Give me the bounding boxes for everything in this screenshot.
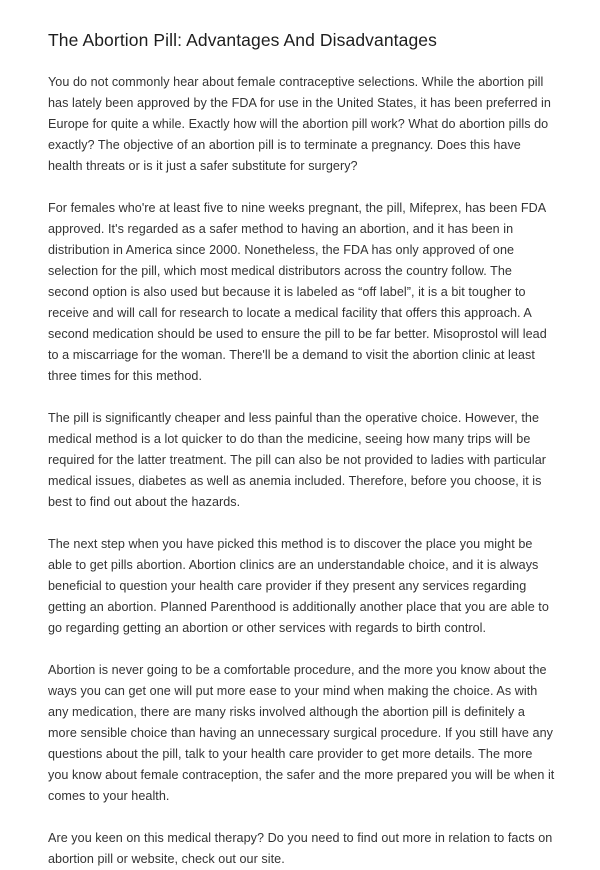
paragraph-mifeprex-approval: For females who're at least five to nine weeks pregnant, the pill, Mifeprex, has been FDA approved. It's regarded as a safer method to having an abortion, and it has been in distribution in America since 2000. Nonetheless, the FDA has only approved of one selection for the pill, which most medical distributors across the country follow. The second option is also used but because it is labeled as “off label”, it is a bit tougher to receive and will call for research to locate a medical facility that offers this approach. A second medication should be used to ensure the pill to be far better. Misoprostol will lead to a miscarriage for the woman. There'll be a demand to visit the abortion clinic at least three times for this method. xyxy=(48,201,547,383)
paragraph-closing-advice: Abortion is never going to be a comfortable procedure, and the more you know about the ways you can get one will put more ease to your mind when making the choice. As with any medication, there are many risks involved although the abortion pill is definitely a more sensible choice than having an unnecessary surgical procedure. If you still have any questions about the pill, talk to your health care provider to get more details. The more you know about female contraception, the safer and the more prepared you will be when it comes to your health. xyxy=(48,663,555,803)
paragraph-intro: You do not commonly hear about female contraceptive selections. While the abortion pill has lately been approved by the FDA for use in the United States, it has been preferred in Europe for quite a while. Exactly how will the abortion pill work? What do abortion pills do exactly? The objective of an abortion pill is to terminate a pregnancy. Does this have health threats or is it just a safer substitute for surgery? xyxy=(48,75,551,173)
page-title: The Abortion Pill: Advantages And Disadvantages xyxy=(48,30,437,50)
paragraph-call-to-action: Are you keen on this medical therapy? Do you need to find out more in relation to facts on abortion pill or website, check out our site. xyxy=(48,831,553,866)
paragraph-cost-and-risks: The pill is significantly cheaper and less painful than the operative choice. However, the medical method is a lot quicker to do than the medicine, seeing how many trips will be required for the latter treatment. The pill can also be not provided to ladies with particular medical issues, diabetes as well as anemia included. Therefore, before you choose, it is best to find out about the hazards. xyxy=(48,411,546,509)
paragraph-where-to-get: The next step when you have picked this method is to discover the place you might be able to get pills abortion. Abortion clinics are an understandable choice, and it is always beneficial to question your health care provider if they present any services regarding getting an abortion. Planned Parenthood is additionally another place that you are able to go regarding getting an abortion or other services with regards to birth control. xyxy=(48,537,549,635)
